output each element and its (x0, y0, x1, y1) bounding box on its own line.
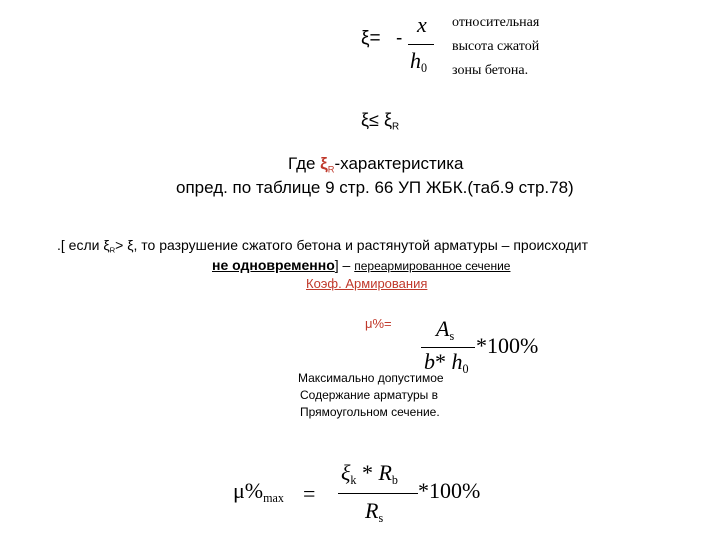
note1-line-2: высота сжатой (452, 39, 540, 54)
mumax-lhs (233, 478, 284, 506)
mu-num-sub: s (449, 329, 455, 344)
condition-line-2 (212, 257, 510, 273)
fraction1-denominator (410, 48, 427, 76)
mu-label: μ%= (365, 316, 392, 331)
minus-sign: - (396, 28, 403, 49)
fraction1-denominator-h: h (410, 48, 421, 73)
mumax-num-xi-sub: k (350, 473, 357, 488)
mumax-eq: = (303, 481, 316, 506)
where-line-2: опред. по таблице 9 стр. 66 УП ЖБК.(таб.9 стр.78) (176, 178, 574, 197)
where-xi: ξ (320, 154, 328, 173)
condition-bold: не одновременно (212, 257, 335, 273)
where-line-1 (288, 154, 464, 174)
condition-bracket: ] – (334, 257, 355, 273)
mumax-sub: max (263, 491, 284, 506)
fraction1-bar (408, 44, 434, 45)
mu-den-sub: 0 (462, 362, 469, 377)
note1-line-3: зоны бетона. (452, 63, 529, 78)
fraction1-numerator: x (417, 12, 427, 37)
mu-den-b: b (424, 349, 435, 374)
mumax-num-r-sub: b (391, 473, 398, 488)
mumax-denominator (365, 498, 383, 526)
over-reinforced-link: переармированное сечение (354, 259, 511, 273)
mu-num-a: A (436, 316, 450, 341)
mumax-numerator (341, 460, 398, 488)
fraction1-denominator-sub: 0 (421, 61, 428, 76)
where-prefix: Где (288, 154, 321, 173)
mumax-den-sub: s (378, 511, 384, 526)
mu-numerator (436, 316, 454, 344)
mumax-num-xi: ξ (341, 460, 351, 485)
max-note-line-1: Максимально допустимое (298, 371, 444, 385)
max-note-line-2: Содержание арматуры в (300, 388, 438, 402)
max-note-line-3: Прямоугольном сечение. (300, 405, 440, 419)
mu-den-h: h (451, 349, 463, 374)
mumax-fraction-bar (338, 493, 418, 494)
mumax-mu: μ% (233, 478, 264, 503)
mu-den-op: * (435, 349, 452, 374)
inequality-sub: R (392, 121, 400, 133)
mumax-num-r: R (378, 460, 392, 485)
inequality (361, 110, 399, 132)
coef-title: Коэф. Армирования (306, 276, 428, 291)
mumax-tail: *100% (418, 478, 481, 503)
condition-sub: R (109, 245, 116, 255)
where-suffix: -характеристика (334, 154, 464, 173)
note1-line-1: относительная (452, 15, 540, 30)
condition-end: > ξ, то разрушение сжатого бетона и растянутой арматуры – происходит (115, 237, 589, 253)
where-xi-sub: R (327, 164, 335, 175)
mumax-num-op: * (356, 460, 379, 485)
mumax-den-r: R (365, 498, 379, 523)
mu-tail: *100% (476, 333, 539, 358)
condition-start: .[ если ξ (57, 237, 110, 253)
mu-fraction-bar (421, 347, 475, 348)
xi-lhs: ξ= (361, 28, 381, 49)
condition-line-1 (57, 237, 588, 255)
inequality-text: ξ≤ ξ (361, 110, 392, 130)
